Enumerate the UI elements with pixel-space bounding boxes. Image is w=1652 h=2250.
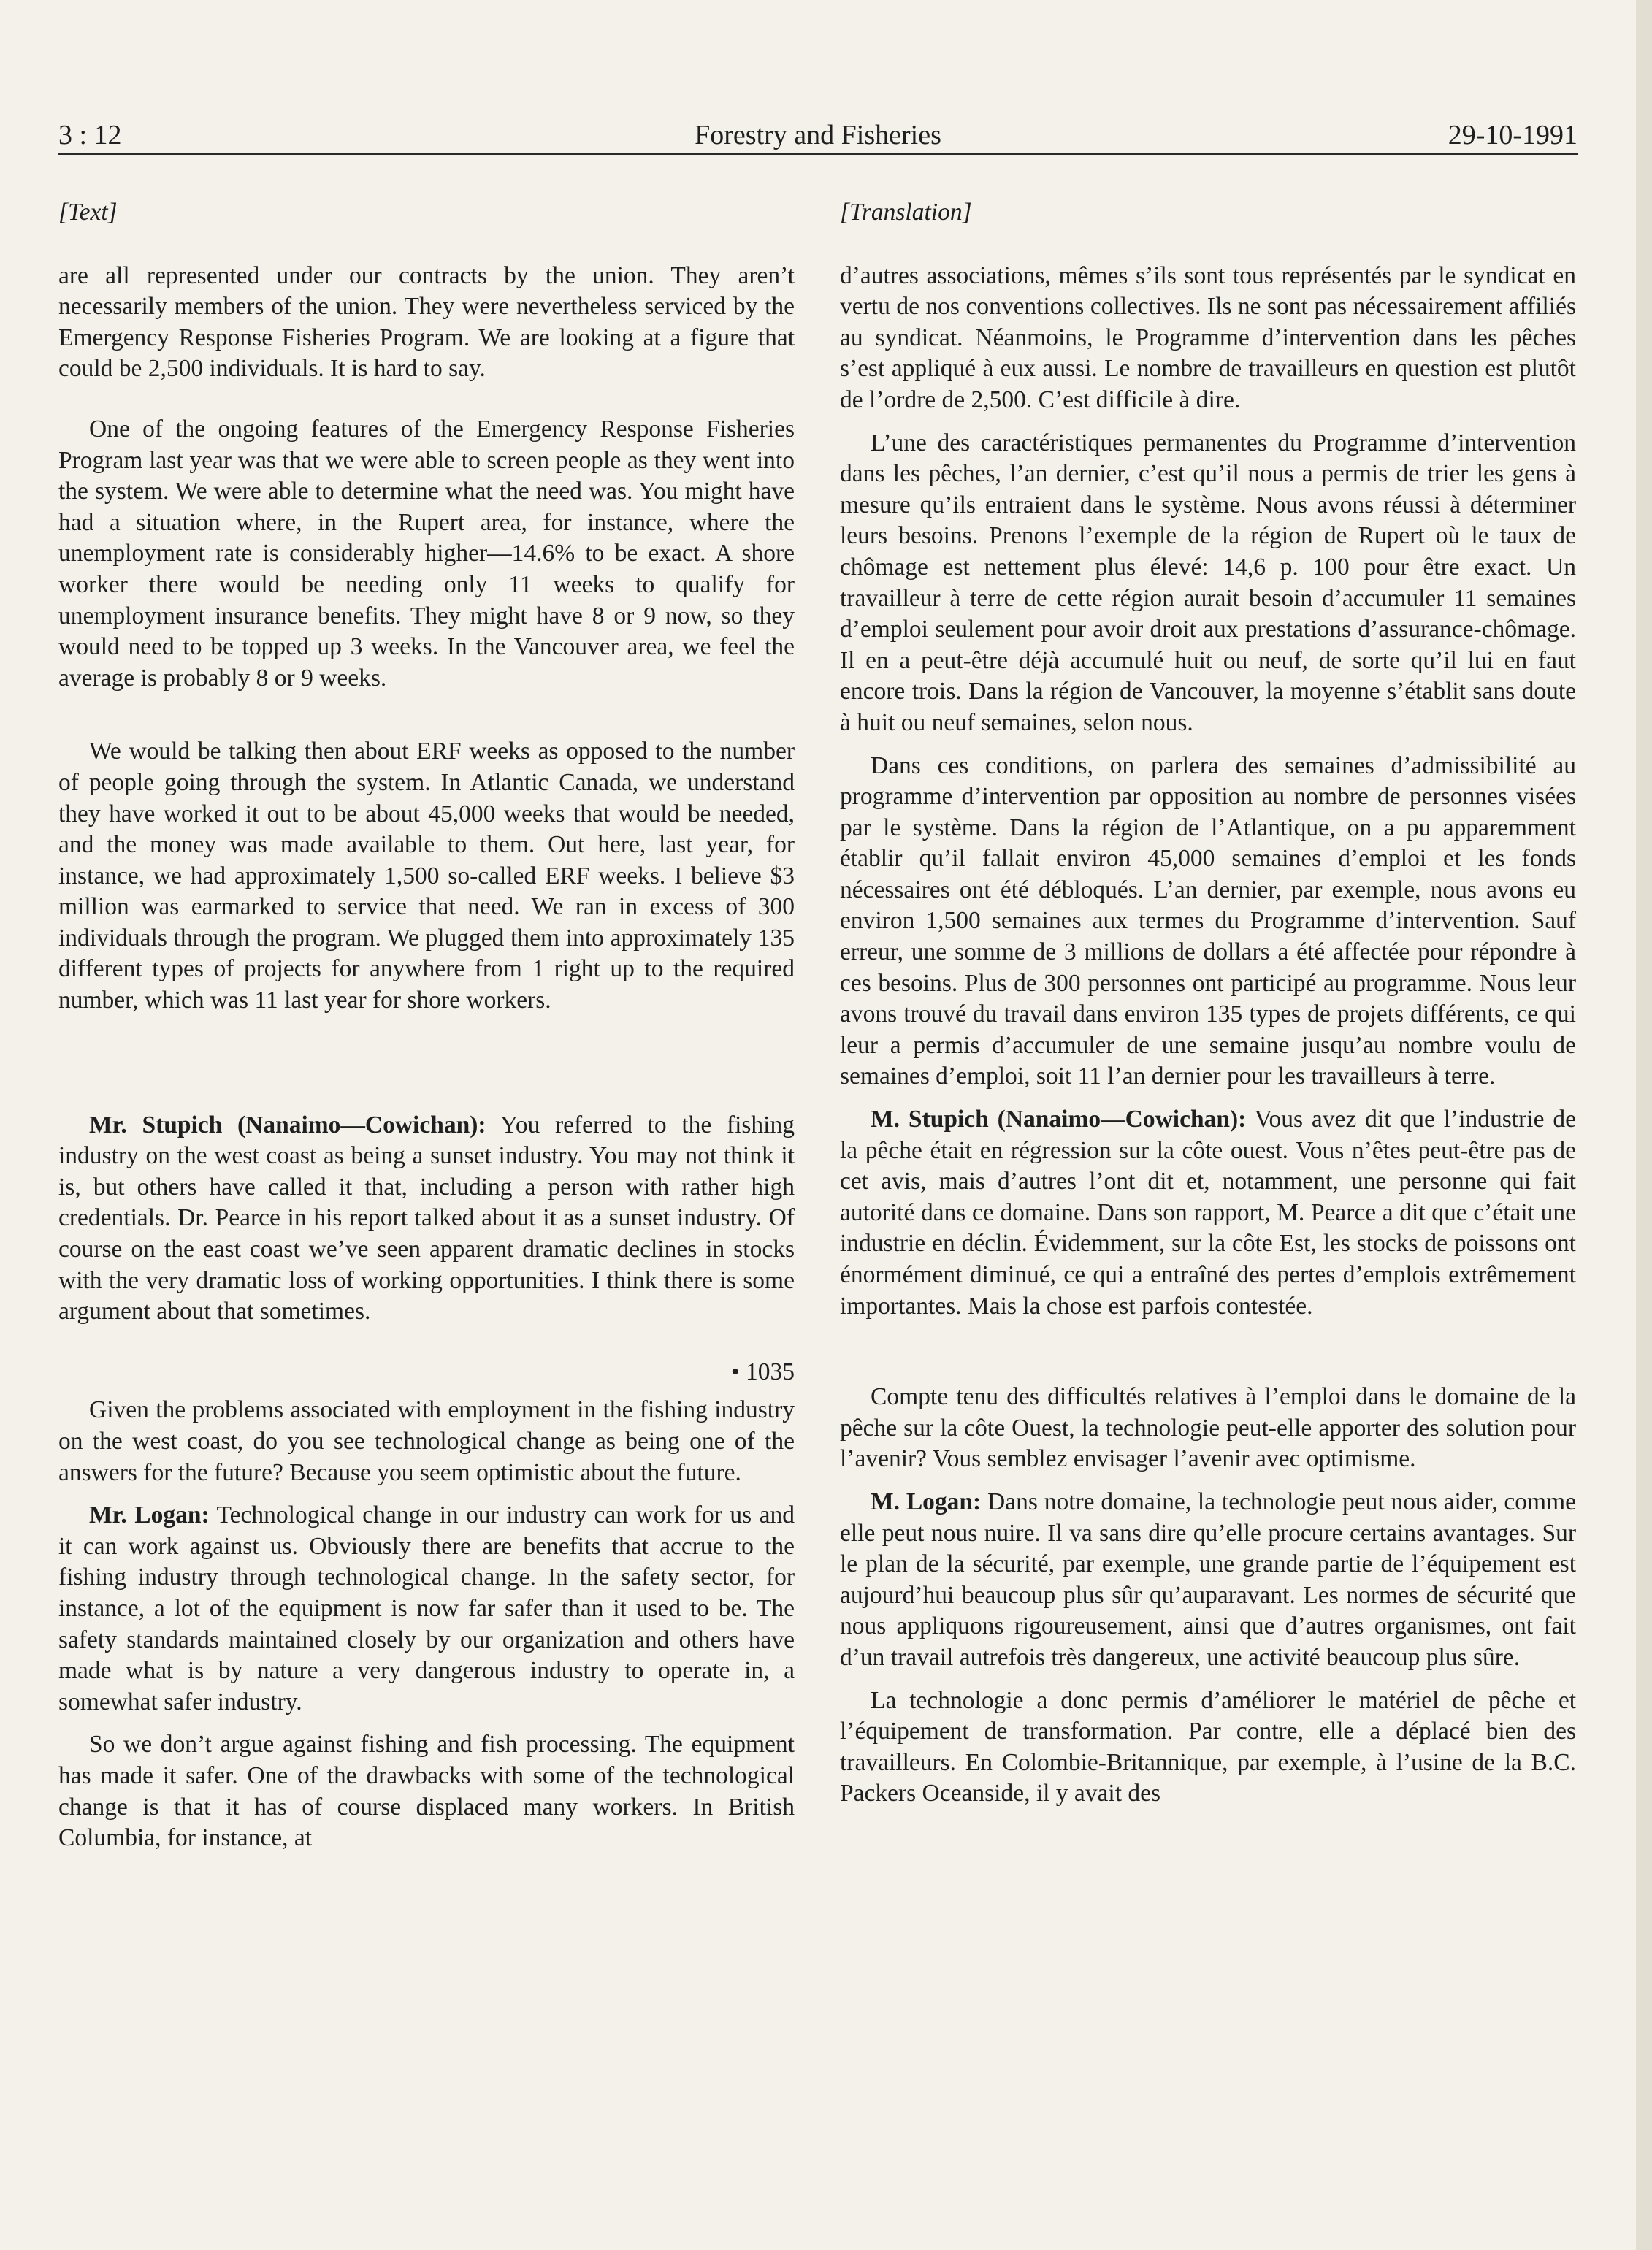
paragraph: Compte tenu des difficultés relatives à l’emploi dans le domaine de la pêche sur la côte Ouest, la technologie peut-elle apporter des solution pour l’avenir? Vous semblez envisager l’avenir avec optimisme. — [840, 1383, 1576, 1473]
speaker-name: M. Stupich (Nanaimo—Cowichan): — [871, 1106, 1247, 1133]
paragraph: Given the problems associated with employment in the fishing industry on the west coast, do you see technological change as being one of the answers for the future? Because you seem optimistic about the future. — [58, 1396, 795, 1486]
header-date: 29-10-1991 — [1448, 120, 1578, 150]
french-column — [840, 197, 1576, 1810]
speaker-paragraph — [58, 1110, 795, 1328]
running-title: Forestry and Fisheries — [695, 120, 941, 150]
speaker-name: Mr. Stupich (Nanaimo—Cowichan): — [89, 1111, 486, 1139]
page-edge — [1636, 0, 1652, 2250]
paragraph: are all represented under our contracts by the union. They aren’t necessarily members of the union. They were nevertheless serviced by the Emergency Response Fisheries Program. We are looking at a figure that could be 2,500 individuals. It is hard to say. — [58, 261, 795, 383]
page-header — [58, 117, 1578, 153]
spacer — [840, 1093, 1576, 1104]
paragraph: L’une des caractéristiques permanentes du Programme d’intervention dans les pêches, l’an dernier, c’est qu’il nous a permis de trier les gens à mesure qu’ils entraient dans le système. Nous avons réussi à déterminer leurs besoins. Prenons l’exemple de la région de Rupert où le taux de chômage est nettement plus élevé: 14,6 p. 100 pour être exact. Un travailleur à terre de cette région aurait besoin d’accumuler 11 semaines d’emploi seulement pour avoir droit aux prestations d’assurance-chômage. Il en a peut-être déjà accumulé huit ou neuf, de sorte qu’il lui en faut encore trois. Dans la région de Vancouver, la moyenne s’établit sans doute à huit ou neuf semaines, selon nous. — [840, 429, 1576, 736]
spacer — [58, 1718, 795, 1729]
spacer — [840, 1475, 1576, 1487]
speaker-text: Vous avez dit que l’industrie de la pêche était en régression sur la côte ouest. Vous n’êtes peut-être pas de cet avis, mais d’autres l’ont dit et, notamment, une personne qui fait autorité dans ce domaine. Dans son rapport, M. Pearce a dit que c’était une industrie en déclin. Évidemment, sur la côte Est, les stocks de poissons ont énormément diminué, ce qui a entraîné des pertes d’emplois extrêmement importantes. Mais la chose est parfois contestée. — [840, 1106, 1576, 1320]
translation-label: [Translation] — [840, 199, 972, 226]
spacer — [58, 1017, 795, 1110]
spacer — [840, 739, 1576, 751]
header-rule — [58, 153, 1578, 155]
speaker-name: Mr. Logan: — [89, 1501, 210, 1529]
english-column — [58, 197, 795, 1854]
speaker-text: Technological change in our industry can work for us and it can work against us. Obviously there are benefits that accrue to the fishing industry through technological change. In the safety sector, for instance, a lot of the equipment is now far safer than it used to be. The safety standards maintained closely by our organization and others have made what is by nature a very dangerous industry to operate in, a somewhat safer industry. — [58, 1501, 795, 1715]
spacer — [58, 1328, 795, 1357]
spacer — [58, 694, 795, 736]
spacer — [58, 1388, 795, 1395]
speaker-paragraph — [840, 1104, 1576, 1322]
spacer — [840, 1322, 1576, 1382]
spacer — [58, 385, 795, 414]
paragraph: d’autres associations, mêmes s’ils sont tous représentés par le syndicat en vertu de nos conventions collectives. Ils ne sont pas nécessairement affiliés au syndicat. Néanmoins, le Programme d’intervention dans les pêches s’est appliqué à eux aussi. Le nombre de travailleurs en question est plutôt de l’ordre de 2,500. C’est difficile à dire. — [840, 261, 1576, 413]
speaker-text: Dans notre domaine, la technologie peut nous aider, comme elle peut nous nuire. Il va sans dire qu’elle procure certains avantages. Sur le plan de la sécurité, par exemple, une grande partie de l’équipement est aujourd’hui beaucoup plus sûr qu’auparavant. Les normes de sécurité que nous appliquons rigoureusement, ainsi que d’autres organismes, ont fait d’un travail autrefois très dangereux, une activité beaucoup plus sûre. — [840, 1488, 1576, 1671]
time-marker: • 1035 — [730, 1358, 795, 1385]
text-label: [Text] — [58, 199, 118, 226]
speaker-text: You referred to the fishing industry on the west coast as being a sunset industry. You may not think it is, but others have called it that, including a person with rather high credentials. Dr. Pearce in his report talked about it as a sunset industry. Of course on the east coast we’ve seen apparent dramatic declines in stocks with the very dramatic loss of working opportunities. I think there is some argument about that sometimes. — [58, 1111, 795, 1325]
paragraph: So we don’t argue against fishing and fish processing. The equipment has made it safer. One of the drawbacks with some of the technological change is that it has of course displaced many workers. In British Columbia, for instance, at — [58, 1731, 795, 1852]
paragraph: Dans ces conditions, on parlera des semaines d’admissibilité au programme d’intervention par opposition au nombre de personnes visées par le système. Dans la région de l’Atlantique, on a pu apparemment établir qu’il fallait environ 45,000 semaines d’emploi et les fonds nécessaires ont été débloqués. L’an dernier, par exemple, nous avons eu environ 1,500 semaines aux termes du Programme d’intervention. Sauf erreur, une somme de 3 millions de dollars a été affectée pour répondre à ces besoins. Plus de 300 personnes ont participé au programme. Nous leur avons trouvé du travail dans environ 135 types de projets différents, ce qui leur a permis d’accumuler de une semaine jusqu’au nombre voulu de semaines d’emploi, soit 11 l’an dernier pour les travailleurs à terre. — [840, 751, 1576, 1090]
paragraph: One of the ongoing features of the Emergency Response Fisheries Program last year was that we were able to screen people as they went into the system. We were able to determine what the need was. You might have had a situation where, in the Rupert area, for instance, where the unemployment rate is considerably higher—14.6% to be exact. A shore worker there would be needing only 11 weeks to qualify for unemployment insurance benefits. They might have 8 or 9 now, so they would need to be topped up 3 weeks. In the Vancouver area, we feel the average is probably 8 or 9 weeks. — [58, 415, 795, 692]
page-number: 3 : 12 — [58, 120, 122, 150]
paragraph: La technologie a donc permis d’améliorer le matériel de pêche et l’équipement de transformation. Par contre, elle a déplacé bien des travailleurs. En Colombie-Britannique, par exemple, à l’usine de la B.C. Packers Oceanside, il y avait des — [840, 1686, 1576, 1807]
spacer — [840, 416, 1576, 428]
speaker-paragraph — [840, 1487, 1576, 1674]
speaker-name: M. Logan: — [871, 1488, 982, 1515]
spacer — [840, 1674, 1576, 1685]
spacer — [58, 1488, 795, 1500]
paragraph: We would be talking then about ERF weeks as opposed to the number of people going through the system. In Atlantic Canada, we understand they have worked it out to be about 45,000 weeks that would be needed, and the money was made available to them. Out here, last year, for instance, we had approximately 1,500 so-called ERF weeks. I believe $3 million was earmarked to service that need. We ran in excess of 300 individuals through the program. We plugged them into approximately 135 different types of projects for anywhere from 1 right up to the required number, which was 11 last year for shore workers. — [58, 738, 795, 1014]
speaker-paragraph — [58, 1500, 795, 1718]
